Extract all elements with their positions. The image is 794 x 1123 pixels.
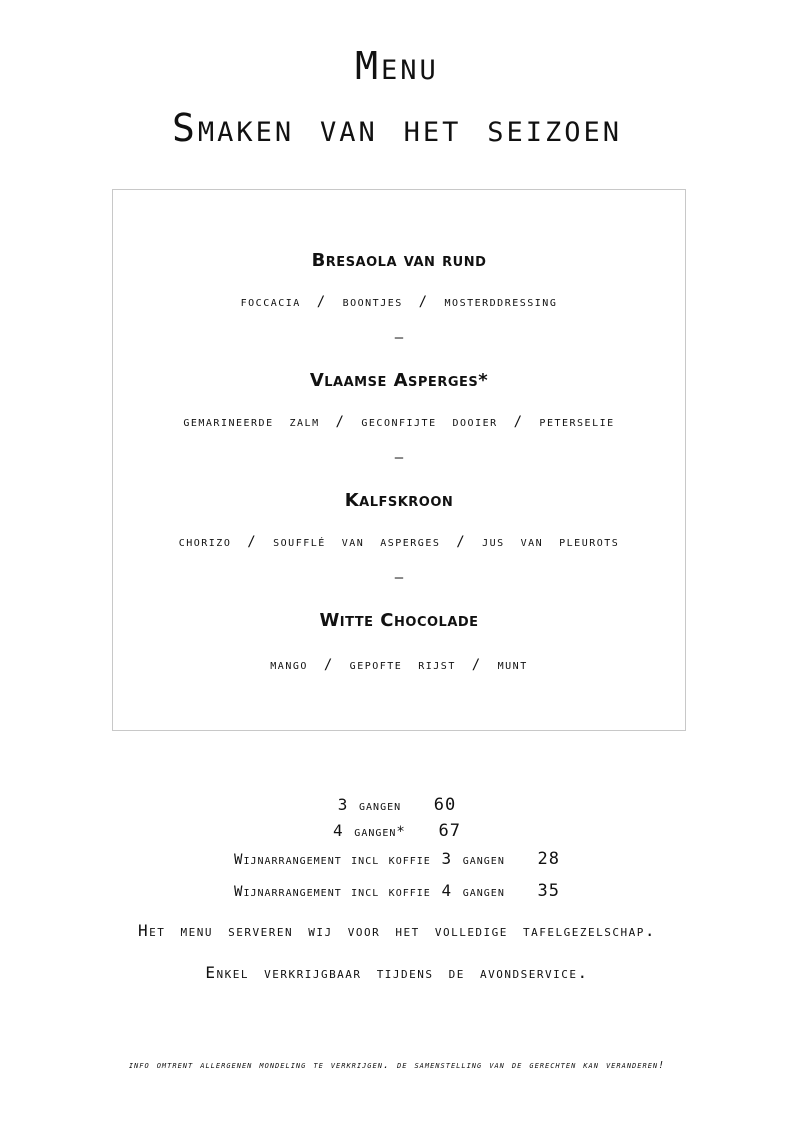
- course-1-description: foccacia / boontjes / mosterddressing: [240, 294, 558, 310]
- price-count: 3: [441, 849, 453, 868]
- price-count: 3: [337, 795, 349, 814]
- price-count: 4: [441, 881, 453, 900]
- course-separator: –: [394, 570, 404, 586]
- allergen-footer: info omtrent allergenen mondeling te verkrijgen. de samenstelling van de gerechten kan veranderen!: [128, 1060, 666, 1071]
- course-2-description: gemarineerde zalm / geconfijte dooier / peterselie: [183, 414, 615, 430]
- price-value: 35: [537, 881, 560, 901]
- price-row-wine-4: [0, 881, 794, 901]
- price-value: 60: [433, 795, 457, 815]
- price-unit: gangen: [462, 852, 505, 868]
- price-value: 28: [537, 849, 560, 869]
- course-3-description: chorizo / soufflé van asperges / jus van pleurots: [178, 534, 620, 550]
- note-table: Het menu serveren wij voor het volledige tafelgezelschap.: [137, 921, 657, 940]
- course-4-description: mango / gepofte rijst / munt: [270, 657, 528, 673]
- menu-box: [112, 189, 686, 731]
- course-separator: –: [394, 330, 404, 346]
- price-row-3-courses: [0, 795, 794, 815]
- menu-subtitle: Smaken van het seizoen: [171, 106, 623, 150]
- course-3-name: Kalfskroon: [344, 490, 454, 511]
- price-label: Wijnarrangement incl koffie: [234, 852, 431, 868]
- menu-title: Menu: [355, 44, 439, 88]
- price-label: gangen*: [354, 824, 406, 840]
- price-value: 67: [438, 821, 461, 841]
- note-evening: Enkel verkrijgbaar tijdens de avondservice.: [205, 963, 589, 982]
- price-row-wine-3: [0, 849, 794, 869]
- course-separator: –: [394, 450, 404, 466]
- course-2-name: Vlaamse Asperges*: [309, 370, 489, 391]
- course-1-name: Bresaola van rund: [311, 250, 487, 271]
- price-unit: gangen: [462, 884, 505, 900]
- price-label: gangen: [359, 798, 402, 814]
- course-4-name: Witte Chocolade: [319, 610, 479, 631]
- price-count: 4: [333, 821, 344, 840]
- price-label: Wijnarrangement incl koffie: [234, 884, 431, 900]
- price-row-4-courses: [0, 821, 794, 841]
